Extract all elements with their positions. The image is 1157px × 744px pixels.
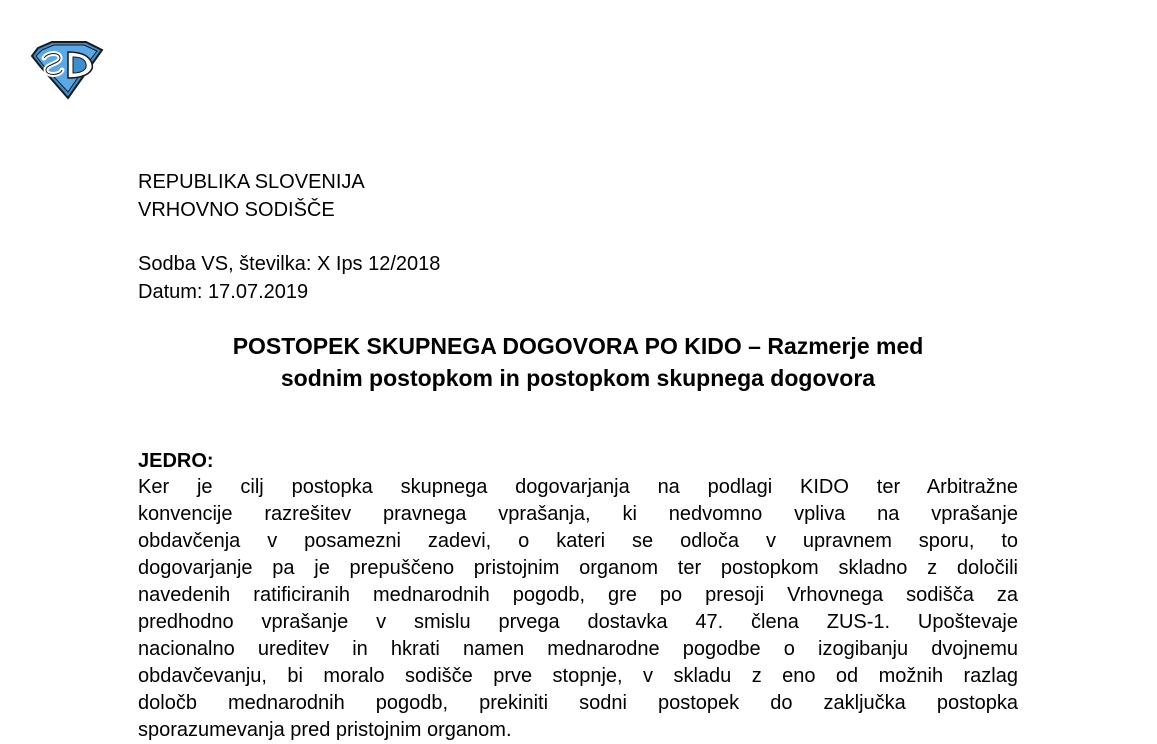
paragraph-line: določb mednarodnih pogodb, prekiniti sodni postopek do zaključka postopka [138, 692, 1018, 714]
republic-name: REPUBLIKA SLOVENIJA [138, 171, 365, 193]
document-title [138, 330, 1018, 394]
paragraph-line: nacionalno ureditev in hkrati namen mednarodne pogodbe o izogibanju dvojnemu [138, 638, 1018, 660]
paragraph-line: obdavčevanju, bi moralo sodišče prve stopnje, v skladu z eno od možnih razlag [138, 665, 1018, 687]
decision-date: Datum: 17.07.2019 [138, 281, 309, 303]
paragraph-line: Ker je cilj postopka skupnega dogovarjanja na podlagi KIDO ter Arbitražne [138, 476, 1018, 498]
case-number: Sodba VS, številka: X Ips 12/2018 [138, 253, 441, 275]
paragraph-line: obdavčenja v posamezni zadevi, o kateri se odloča v upravnem sporu, to [138, 530, 1018, 552]
jedro-heading: JEDRO: [138, 450, 214, 472]
paragraph-line: dogovarjanje pa je prepuščeno pristojnim organom ter postopkom skladno z določili [138, 557, 1018, 579]
paragraph-line: predhodno vprašanje v smislu prvega dostavka 47. člena ZUS-1. Upoštevaje [138, 611, 1018, 633]
court-name: VRHOVNO SODIŠČE [138, 199, 335, 221]
paragraph-line: konvencije razrešitev pravnega vprašanja, ki nedvomno vpliva na vprašanje [138, 503, 1018, 525]
jedro-paragraph [138, 474, 1018, 744]
court-header [138, 168, 365, 224]
court-logo-icon [30, 40, 106, 100]
paragraph-line: sporazumevanja pred pristojnim organom. [138, 719, 512, 741]
case-reference [138, 250, 440, 306]
title-line-1: POSTOPEK SKUPNEGA DOGOVORA PO KIDO – Razmerje med [232, 333, 924, 359]
paragraph-line: navedenih ratificiranih mednarodnih pogodb, gre po presoji Vrhovnega sodišča za [138, 584, 1018, 606]
title-line-2: sodnim postopkom in postopkom skupnega dogovora [280, 365, 876, 391]
